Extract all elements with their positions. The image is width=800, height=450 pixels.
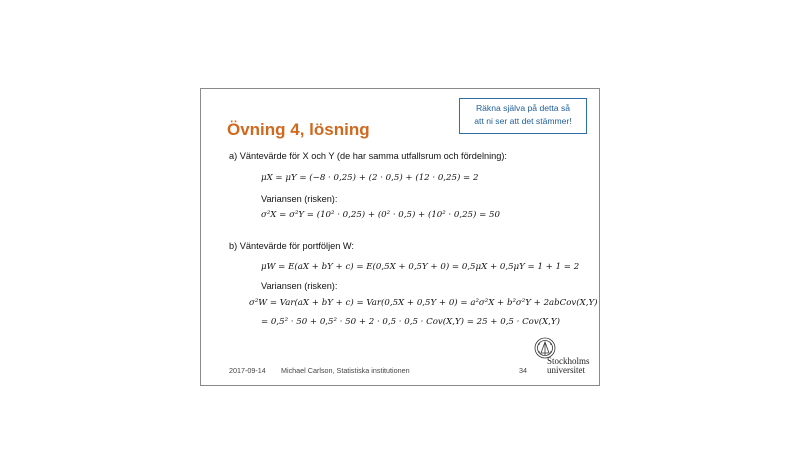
callout-note (459, 98, 587, 134)
part-b-variance-label: Variansen (risken): (261, 281, 338, 291)
logo-line-1: Stockholms (547, 356, 590, 366)
part-a-variance-label: Variansen (risken): (261, 194, 338, 204)
footer-author: Michael Carlson, Statistiska institutionen (281, 366, 410, 375)
logo-wordmark (547, 357, 590, 375)
part-a-variance-formula: σ²X = σ²Y = (10² · 0,25) + (0² · 0,5) + (10² · 0,25) = 50 (261, 210, 500, 220)
part-a-mean-formula: μX = μY = (−8 · 0,25) + (2 · 0,5) + (12 · 0,25) = 2 (261, 173, 479, 183)
callout-line-2: att ni ser att det stämmer! (474, 116, 572, 126)
part-b-variance-formula-1: σ²W = Var(aX + bY + c) = Var(0,5X + 0,5Y + 0) = a²σ²X + b²σ²Y + 2abCov(X,Y) (249, 298, 598, 308)
part-b-label: b) Väntevärde för portföljen W: (229, 241, 354, 251)
footer-page-number: 34 (519, 366, 527, 375)
slide (200, 88, 600, 386)
part-b-variance-formula-2: = 0,5² · 50 + 0,5² · 50 + 2 · 0,5 · 0,5 · Cov(X,Y) = 25 + 0,5 · Cov(X,Y) (261, 317, 560, 327)
slide-title: Övning 4, lösning (227, 120, 370, 139)
logo-line-2: universitet (547, 365, 585, 375)
part-a-label: a) Väntevärde för X och Y (de har samma utfallsrum och fördelning): (229, 151, 507, 161)
footer-date: 2017-09-14 (229, 366, 266, 375)
part-b-mean-formula: μW = E(aX + bY + c) = E(0,5X + 0,5Y + 0) = 0,5μX + 0,5μY = 1 + 1 = 2 (261, 262, 580, 272)
callout-line-1: Räkna själva på detta så (475, 103, 571, 113)
